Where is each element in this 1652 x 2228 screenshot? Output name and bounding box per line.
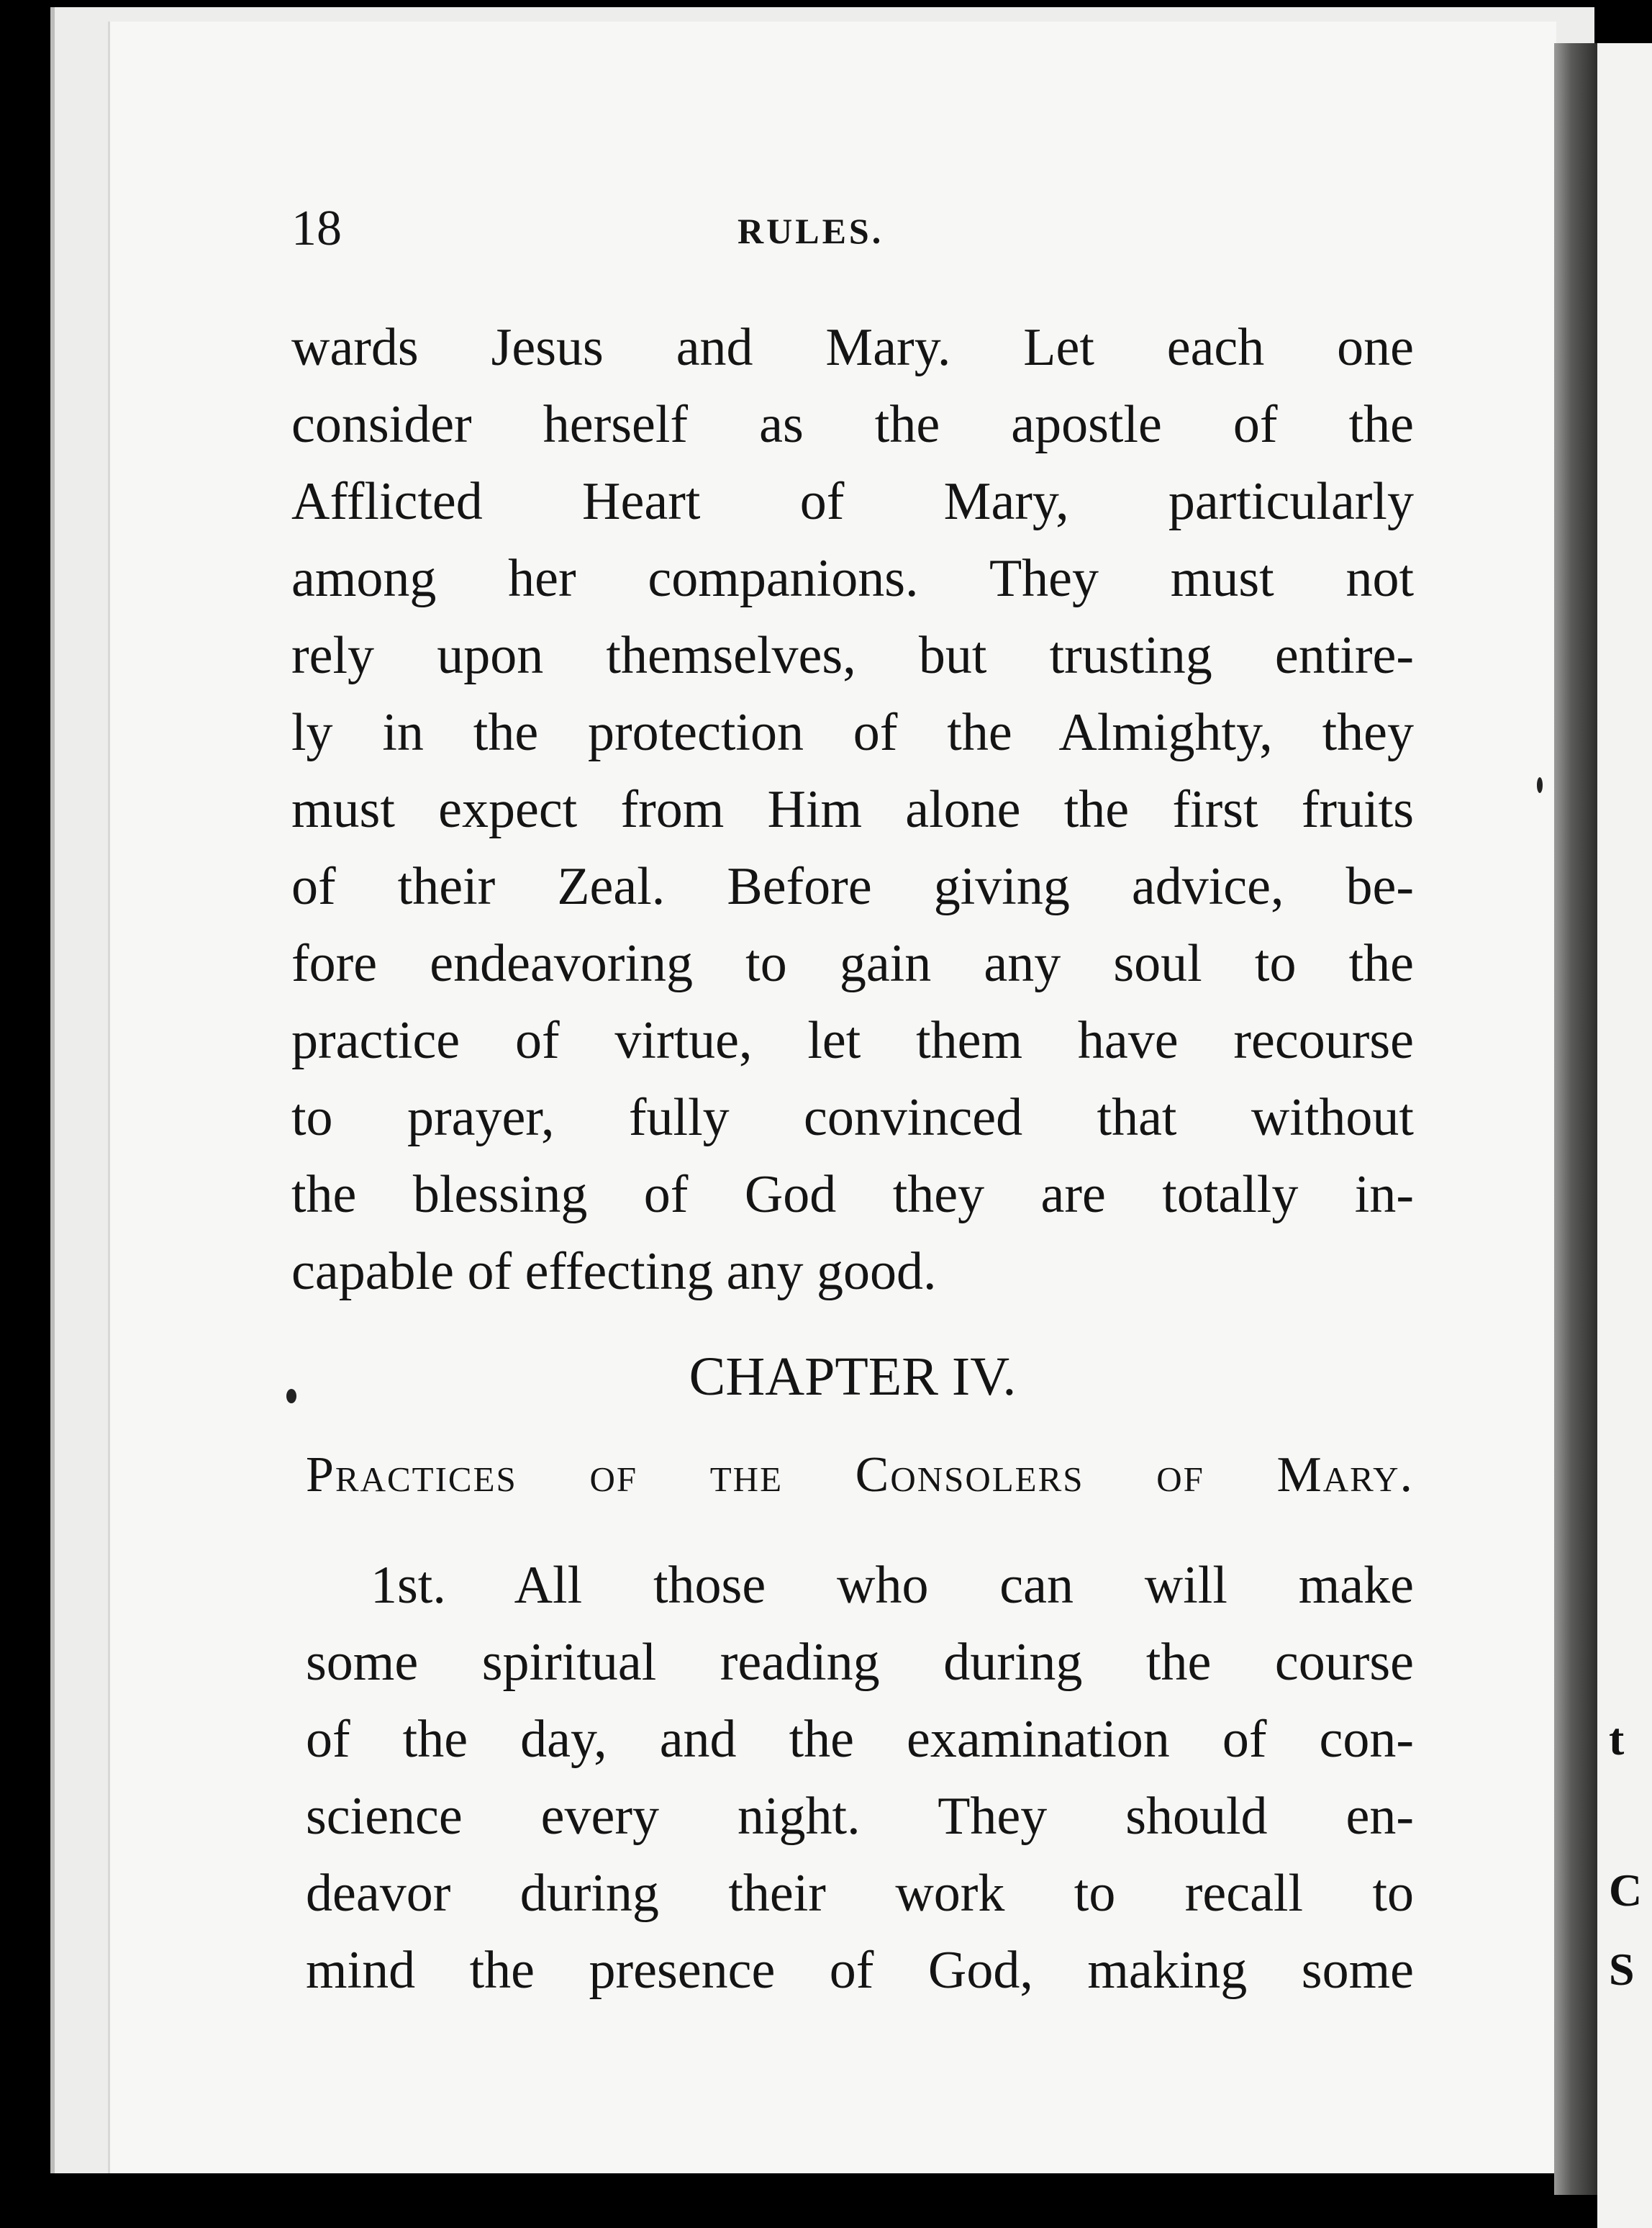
ink-speck (286, 1389, 296, 1403)
text-line: Afflicted Heart of Mary, particularly (291, 472, 1414, 531)
text-line: 1st. All those who can will make (371, 1556, 1414, 1615)
text-line: practice of virtue, let them have recourse (291, 1011, 1414, 1070)
text-line: the blessing of God they are totally in- (291, 1165, 1414, 1224)
facing-page-fragment: S (1609, 1944, 1635, 1995)
running-head (291, 200, 1414, 258)
running-title: RULES. (738, 211, 884, 251)
facing-page-fragment: C (1609, 1865, 1643, 1916)
section-heading: Practices of the Consolers of Mary. (306, 1447, 1414, 1503)
text-line: must expect from Him alone the first fruits (291, 780, 1414, 839)
paragraph-2 (306, 1547, 1414, 2009)
text-line: wards Jesus and Mary. Let each one (291, 318, 1414, 377)
text-line: to prayer, fully convinced that without (291, 1088, 1414, 1147)
text-line: science every night. They should en- (306, 1787, 1414, 1846)
text-line: of their Zeal. Before giving advice, be- (291, 857, 1414, 916)
paragraph-1 (291, 309, 1414, 1310)
gutter-shadow (1554, 43, 1597, 2195)
ink-speck (1537, 777, 1543, 793)
text-line: fore endeavoring to gain any soul to the (291, 934, 1414, 993)
text-line: rely upon themselves, but trusting entire- (291, 626, 1414, 685)
text-line: capable of effecting any good. (291, 1242, 937, 1301)
text-line: among her companions. They must not (291, 549, 1414, 608)
facing-page-edge (1597, 43, 1652, 2228)
facing-page-fragment: t (1609, 1713, 1625, 1765)
chapter-heading: CHAPTER IV. (689, 1346, 1017, 1407)
text-line: deavor during their work to recall to (306, 1864, 1414, 1923)
page-number: 18 (291, 201, 342, 256)
text-line: some spiritual reading during the course (306, 1633, 1414, 1692)
text-line: mind the presence of God, making some (306, 1941, 1414, 2000)
text-line: of the day, and the examination of con- (306, 1710, 1414, 1769)
text-line: consider herself as the apostle of the (291, 395, 1414, 454)
text-line: ly in the protection of the Almighty, they (291, 703, 1414, 762)
